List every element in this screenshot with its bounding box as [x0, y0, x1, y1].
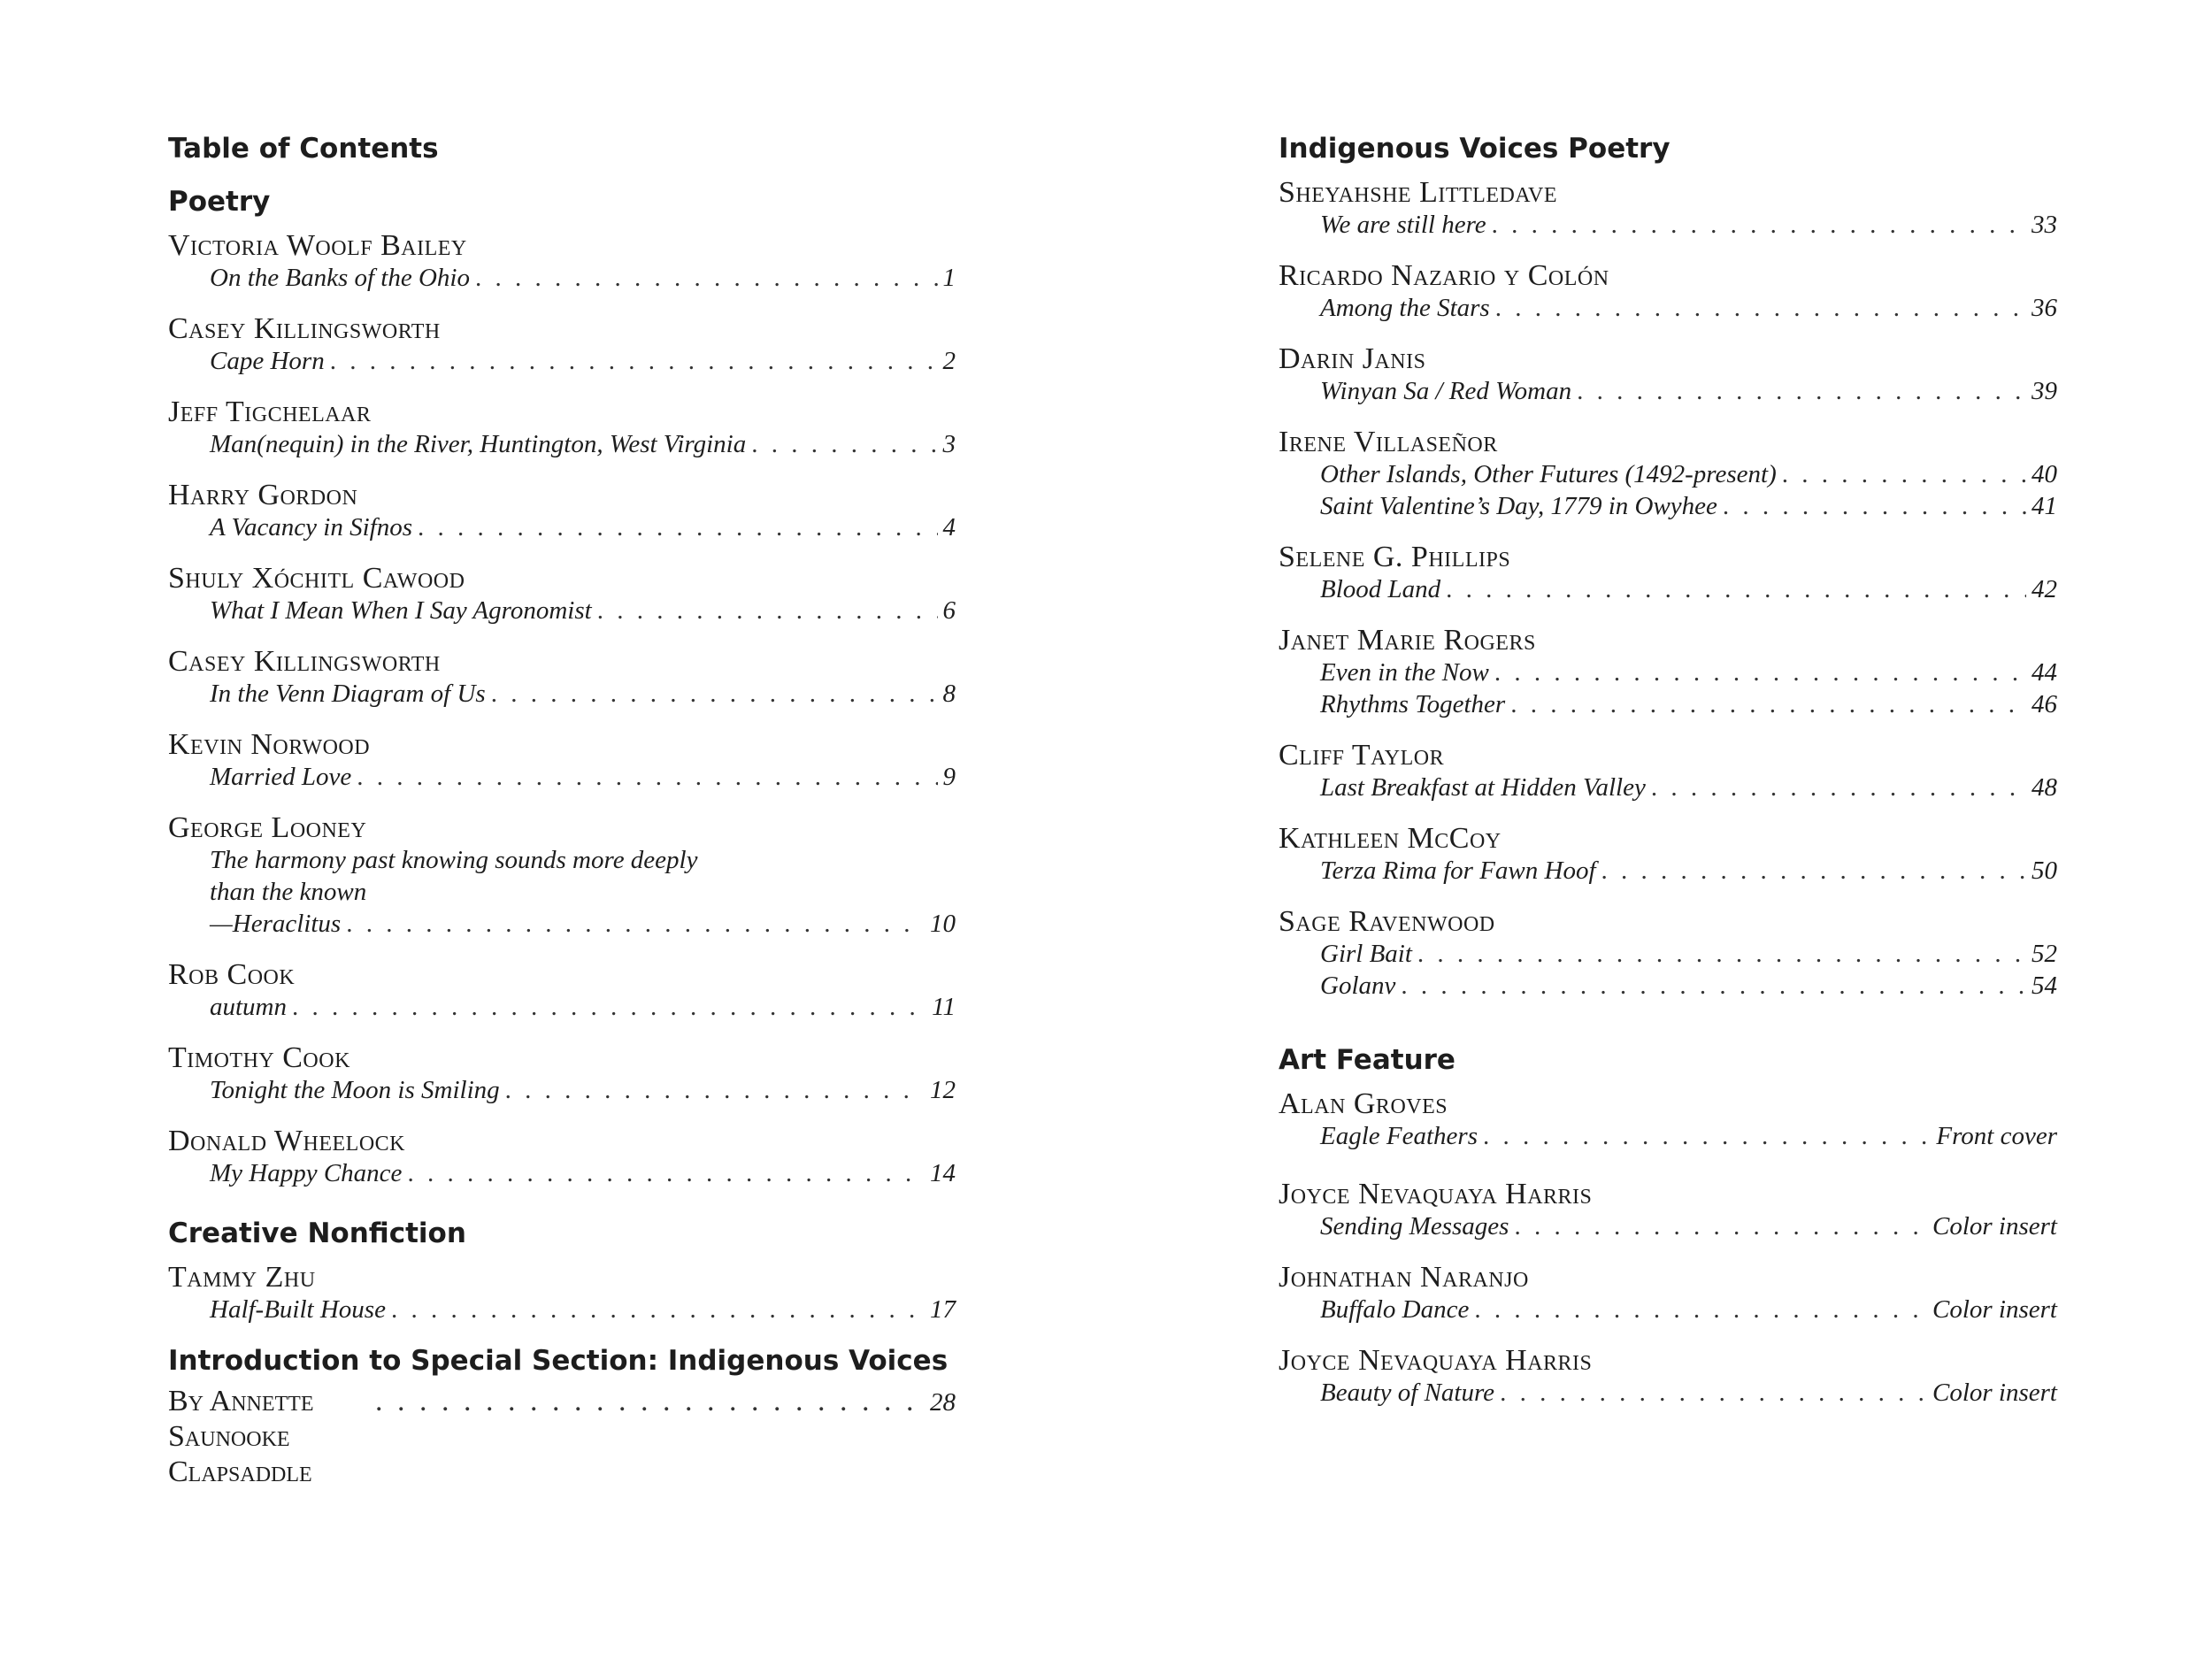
author-name: Alan Groves — [1279, 1087, 1448, 1120]
toc-item[interactable] — [168, 678, 956, 710]
page-number: 4 — [942, 513, 956, 541]
page-number: 2 — [942, 347, 956, 375]
author-name: Timothy Cook — [168, 1041, 350, 1074]
toc-item[interactable] — [1279, 1294, 2057, 1325]
toc-entry — [1279, 343, 2057, 407]
toc-item[interactable] — [168, 595, 956, 626]
author-name: Ricardo Nazario y Colón — [1279, 259, 1609, 292]
left-column — [168, 126, 956, 1490]
toc-entry — [1279, 260, 2057, 324]
toc-entry — [1279, 740, 2057, 803]
dot-leader — [505, 1074, 925, 1106]
work-title: Golanv — [1320, 972, 1396, 1000]
toc-item[interactable] — [1279, 772, 2057, 803]
toc-entry — [1279, 1088, 2057, 1152]
work-title: In the Venn Diagram of Us — [210, 680, 486, 708]
author-name: Donald Wheelock — [168, 1125, 406, 1157]
page-number: 11 — [932, 993, 956, 1021]
author-name: George Looney — [168, 811, 367, 844]
intro-heading: Introduction to Special Section: Indigenous Voices — [168, 1345, 949, 1377]
work-title: Girl Bait — [1320, 940, 1412, 968]
page-number: 6 — [942, 596, 956, 625]
work-title: A Vacancy in Sifnos — [210, 513, 413, 541]
page-number: Color insert — [1932, 1295, 2057, 1324]
dot-leader — [346, 908, 925, 940]
work-title: We are still here — [1320, 211, 1486, 239]
toc-item[interactable] — [168, 345, 956, 377]
author-name: Harry Gordon — [168, 479, 358, 511]
poetry-section — [168, 179, 956, 1189]
indigenous-section — [1279, 126, 2057, 1002]
work-title: Man(nequin) in the River, Huntington, West Virginia — [210, 430, 747, 458]
toc-item[interactable] — [1279, 938, 2057, 970]
dot-leader — [418, 511, 937, 543]
page-number: 44 — [2032, 658, 2057, 687]
dot-leader — [292, 991, 926, 1023]
toc-entry — [1279, 1179, 2057, 1242]
work-title: Half-Built House — [210, 1295, 386, 1324]
work-title: Even in the Now — [1320, 658, 1489, 687]
art-heading: Art Feature — [1279, 1044, 1455, 1076]
toc-entry — [1279, 177, 2057, 241]
toc-item[interactable] — [168, 991, 956, 1023]
page-number: 40 — [2032, 460, 2057, 488]
work-title-line: than the known — [210, 878, 367, 906]
page-number: 50 — [2032, 856, 2057, 885]
toc-item[interactable] — [168, 262, 956, 294]
work-title: Saint Valentine’s Day, 1779 in Owyhee — [1320, 492, 1717, 520]
work-title: Sending Messages — [1320, 1212, 1509, 1240]
toc-item[interactable] — [1279, 1210, 2057, 1242]
author-name: Casey Killingsworth — [168, 312, 441, 345]
nonfiction-heading: Creative Nonfiction — [168, 1217, 466, 1249]
toc-entry — [1279, 1262, 2057, 1325]
toc-item[interactable] — [1279, 1377, 2057, 1409]
poetry-heading: Poetry — [168, 186, 271, 218]
author-name: Janet Marie Rogers — [1279, 624, 1536, 657]
dot-leader — [475, 262, 938, 294]
dot-leader — [1483, 1120, 1931, 1152]
right-column — [1279, 126, 2057, 1409]
dot-leader — [1500, 1377, 1927, 1409]
toc-item[interactable] — [168, 428, 956, 460]
dot-leader — [751, 428, 937, 460]
page-number: Color insert — [1932, 1379, 2057, 1407]
dot-leader — [407, 1157, 925, 1189]
toc-item[interactable] — [1279, 375, 2057, 407]
page-number: 41 — [2032, 492, 2057, 520]
work-title: Beauty of Nature — [1320, 1379, 1495, 1407]
author-name: Victoria Woolf Bailey — [168, 229, 467, 262]
page-number: 52 — [2032, 940, 2057, 968]
toc-item[interactable] — [168, 511, 956, 543]
toc-entry — [168, 230, 956, 294]
author-name: Joyce Nevaquaya Harris — [1279, 1344, 1593, 1377]
toc-item[interactable] — [1279, 688, 2057, 720]
page-number: 3 — [942, 430, 956, 458]
work-title: Terza Rima for Fawn Hoof — [1320, 856, 1596, 885]
toc-entry — [168, 1125, 956, 1189]
page-number: 54 — [2032, 972, 2057, 1000]
toc-entry — [168, 729, 956, 793]
art-section — [1279, 1037, 2057, 1409]
dot-leader — [1782, 458, 2026, 490]
toc-entry — [168, 1042, 956, 1106]
toc-item[interactable] — [1279, 855, 2057, 887]
work-title: Winyan Sa / Red Woman — [1320, 377, 1572, 405]
dot-leader — [1510, 688, 2026, 720]
work-title: On the Banks of the Ohio — [210, 264, 470, 292]
toc-item — [210, 908, 956, 940]
work-title: My Happy Chance — [210, 1159, 403, 1187]
toc-item[interactable] — [1279, 458, 2057, 490]
toc-entry — [1279, 823, 2057, 887]
author-name: Cliff Taylor — [1279, 739, 1445, 772]
work-title: Other Islands, Other Futures (1492-present) — [1320, 460, 1777, 488]
work-title-line: The harmony past knowing sounds more deeply — [210, 846, 698, 874]
toc-entry — [1279, 906, 2057, 1002]
page-number: 33 — [2032, 211, 2057, 239]
work-title: Married Love — [210, 763, 352, 791]
page-number: 28 — [930, 1388, 956, 1417]
toc-item[interactable] — [168, 1074, 956, 1106]
toc-item[interactable] — [168, 1294, 956, 1325]
dot-leader — [597, 595, 938, 626]
author-name: Kevin Norwood — [168, 728, 371, 761]
dot-leader — [1401, 970, 2026, 1002]
toc-entry — [1279, 625, 2057, 720]
page-number: 17 — [930, 1295, 956, 1324]
work-title: Blood Land — [1320, 575, 1441, 603]
toc-item[interactable] — [168, 1157, 956, 1189]
author-name: Kathleen McCoy — [1279, 822, 1502, 855]
page-number: 14 — [930, 1159, 956, 1187]
indigenous-heading: Indigenous Voices Poetry — [1279, 133, 1671, 165]
author-name: Irene Villaseñor — [1279, 426, 1498, 458]
work-title: Tonight the Moon is Smiling — [210, 1076, 500, 1104]
dot-leader — [1417, 938, 2026, 970]
page-number: 10 — [930, 910, 956, 938]
toc-entry — [168, 959, 956, 1023]
toc-item[interactable] — [1279, 292, 2057, 324]
work-title: —Heraclitus — [210, 910, 342, 938]
toc-entry — [168, 563, 956, 626]
toc-entry — [1279, 541, 2057, 605]
author-name: Darin Janis — [1279, 342, 1426, 375]
author-name: Johnathan Naranjo — [1279, 1261, 1529, 1294]
dot-leader — [491, 678, 938, 710]
dot-leader — [1723, 490, 2026, 522]
work-title: Buffalo Dance — [1320, 1295, 1470, 1324]
page-number: 39 — [2032, 377, 2057, 405]
dot-leader — [375, 1384, 925, 1419]
toc-item[interactable] — [1279, 970, 2057, 1002]
toc-entry — [168, 1262, 956, 1325]
dot-leader — [1494, 657, 2026, 688]
intro-section — [168, 1338, 956, 1490]
toc-item[interactable] — [1279, 573, 2057, 605]
toc-item[interactable] — [168, 761, 956, 793]
work-title: Last Breakfast at Hidden Valley — [1320, 773, 1646, 802]
dot-leader — [1601, 855, 2026, 887]
toc-entry — [168, 646, 956, 710]
toc-item[interactable] — [1279, 209, 2057, 241]
work-title: What I Mean When I Say Agronomist — [210, 596, 592, 625]
toc-entry — [168, 480, 956, 543]
dot-leader — [391, 1294, 925, 1325]
page-number: Color insert — [1932, 1212, 2057, 1240]
toc-entry — [168, 396, 956, 460]
page-number: 48 — [2032, 773, 2057, 802]
work-title: autumn — [210, 993, 287, 1021]
dot-leader — [1577, 375, 2026, 407]
multiline-title[interactable] — [168, 844, 956, 940]
toc-entry — [1279, 1345, 2057, 1409]
toc-entry — [168, 313, 956, 377]
dot-leader — [1495, 292, 2026, 324]
dot-leader — [1514, 1210, 1927, 1242]
dot-leader — [1492, 209, 2026, 241]
page-number: 8 — [942, 680, 956, 708]
dot-leader — [1474, 1294, 1927, 1325]
author-name: Joyce Nevaquaya Harris — [1279, 1178, 1593, 1210]
author-name: Shuly Xóchitl Cawood — [168, 562, 465, 595]
work-title: Eagle Feathers — [1320, 1122, 1478, 1150]
author-name: Tammy Zhu — [168, 1261, 316, 1294]
dot-leader — [357, 761, 937, 793]
toc-item[interactable] — [1279, 1120, 2057, 1152]
page-number: 42 — [2032, 575, 2057, 603]
page-number: 12 — [930, 1076, 956, 1104]
author-name: Sheyahshe Littledave — [1279, 176, 1558, 209]
author-name: Sage Ravenwood — [1279, 905, 1495, 938]
work-title: Cape Horn — [210, 347, 325, 375]
author-name: Jeff Tigchelaar — [168, 396, 372, 428]
author-name: Casey Killingsworth — [168, 645, 441, 678]
byline-text: By Annette Saunooke Clapsaddle — [168, 1385, 314, 1488]
intro-byline[interactable] — [168, 1384, 956, 1490]
dot-leader — [1446, 573, 2026, 605]
page-number: 1 — [942, 264, 956, 292]
page-number: 46 — [2032, 690, 2057, 718]
author-name: Selene G. Phillips — [1279, 541, 1511, 573]
toc-item[interactable] — [1279, 490, 2057, 522]
work-title: Rhythms Together — [1320, 690, 1506, 718]
toc-entry — [168, 812, 956, 940]
dot-leader — [1651, 772, 2026, 803]
page-number: 36 — [2032, 294, 2057, 322]
toc-title: Table of Contents — [168, 133, 439, 165]
author-name: Rob Cook — [168, 958, 296, 991]
page-number: Front cover — [1936, 1122, 2057, 1150]
work-title: Among the Stars — [1320, 294, 1490, 322]
toc-entry — [1279, 426, 2057, 522]
toc-item[interactable] — [1279, 657, 2057, 688]
nonfiction-section — [168, 1210, 956, 1325]
dot-leader — [330, 345, 938, 377]
page-number: 9 — [942, 763, 956, 791]
